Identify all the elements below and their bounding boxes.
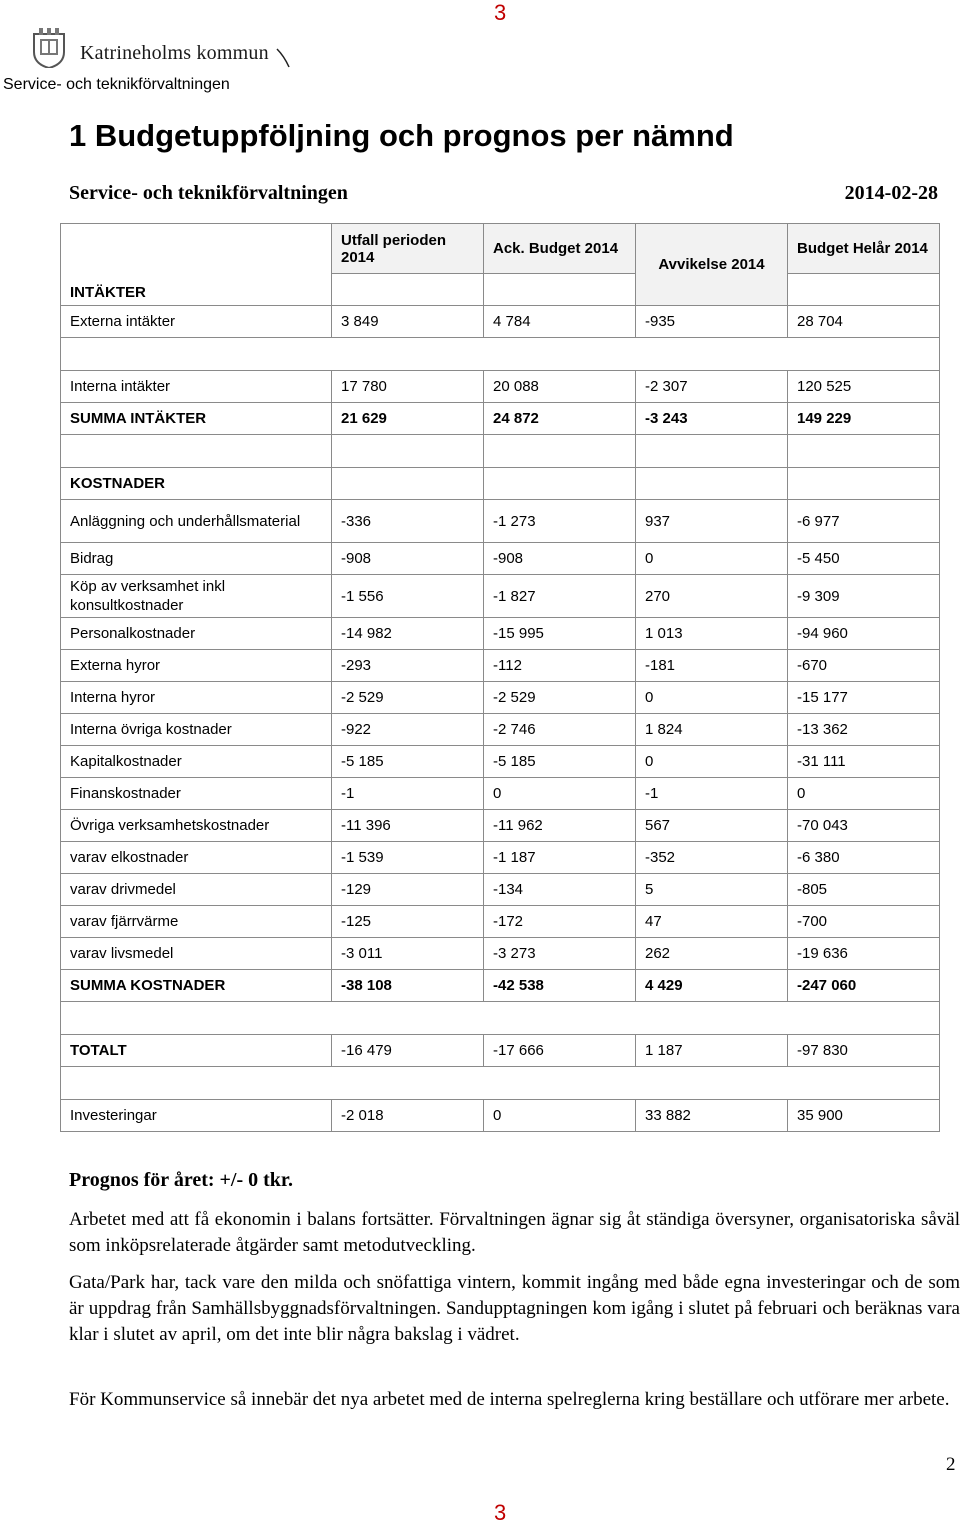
value-cell: 35 900 [788, 1100, 940, 1132]
value-cell: 0 [636, 682, 788, 714]
value-cell: -5 185 [332, 746, 484, 778]
empty-cell [61, 435, 332, 468]
table-row [61, 682, 940, 714]
row-label: Kapitalkostnader [61, 746, 332, 778]
row-label: Interna hyror [61, 682, 332, 714]
row-label: varav drivmedel [61, 874, 332, 906]
value-cell: -336 [332, 500, 484, 543]
section-label-income: INTÄKTER [61, 224, 332, 306]
value-cell: -38 108 [332, 970, 484, 1002]
document-date: 2014-02-28 [844, 182, 938, 204]
row-label: SUMMA KOSTNADER [61, 970, 332, 1002]
value-cell: -125 [332, 906, 484, 938]
value-cell: -3 011 [332, 938, 484, 970]
table-row [61, 938, 940, 970]
table-row [61, 543, 940, 575]
table-row [61, 500, 940, 543]
table-row [61, 371, 940, 403]
table-row [61, 306, 940, 338]
table-row [61, 714, 940, 746]
empty-cell [332, 468, 484, 500]
value-cell: -1 273 [484, 500, 636, 543]
value-cell: -247 060 [788, 970, 940, 1002]
value-cell: -11 962 [484, 810, 636, 842]
table-row [61, 575, 940, 618]
table-row [61, 650, 940, 682]
value-cell: -97 830 [788, 1035, 940, 1067]
value-cell: -2 018 [332, 1100, 484, 1132]
value-cell: -15 995 [484, 618, 636, 650]
value-cell: -2 529 [332, 682, 484, 714]
value-cell: -922 [332, 714, 484, 746]
value-cell: 20 088 [484, 371, 636, 403]
empty-cell [788, 468, 940, 500]
value-cell: -2 307 [636, 371, 788, 403]
value-cell: -9 309 [788, 575, 940, 618]
empty-cell [484, 468, 636, 500]
row-label: Personalkostnader [61, 618, 332, 650]
row-label: varav fjärrvärme [61, 906, 332, 938]
value-cell: -31 111 [788, 746, 940, 778]
value-cell: -6 380 [788, 842, 940, 874]
municipality-logo [4, 28, 294, 68]
forecast-paragraph: För Kommunservice så innebär det nya arbetet med de interna spelreglerna kring beställare och utförare mer arbete. [69, 1389, 950, 1410]
cost-total-row [61, 970, 940, 1002]
page-marker-top: 3 [494, 0, 507, 25]
empty-cell [61, 338, 940, 371]
row-label: Externa hyror [61, 650, 332, 682]
empty-cell [61, 1067, 940, 1100]
value-cell: -129 [332, 874, 484, 906]
value-cell: -5 450 [788, 543, 940, 575]
table-row [61, 778, 940, 810]
value-cell: 0 [636, 543, 788, 575]
table-row [61, 746, 940, 778]
value-cell: 270 [636, 575, 788, 618]
blank-row [61, 1067, 940, 1100]
empty-cell [788, 435, 940, 468]
budget-table [60, 223, 940, 1132]
value-cell: 149 229 [788, 403, 940, 435]
value-cell: 4 784 [484, 306, 636, 338]
value-cell: 17 780 [332, 371, 484, 403]
empty-cell [332, 435, 484, 468]
value-cell: 5 [636, 874, 788, 906]
row-label: Interna intäkter [61, 371, 332, 403]
empty-cell [332, 274, 484, 306]
value-cell: -11 396 [332, 810, 484, 842]
forecast-paragraph: Gata/Park har, tack vare den milda och snöfattiga vintern, kommit ingång med både egna investeringar och de som är uppdrag från Samhällsbyggnadsförvaltningen. Sandupptagningen kom igång i slutet på februari och beräknas vara klar i slutet av april, om det inte blir några bakslag i vädret. [69, 1272, 960, 1345]
value-cell: -172 [484, 906, 636, 938]
value-cell: 3 849 [332, 306, 484, 338]
row-label: Bidrag [61, 543, 332, 575]
logo-wordmark: Katrineholms kommun [80, 42, 269, 64]
empty-cell [636, 435, 788, 468]
row-label: Övriga verksamhetskostnader [61, 810, 332, 842]
value-cell: 1 824 [636, 714, 788, 746]
value-cell: -94 960 [788, 618, 940, 650]
value-cell: 262 [636, 938, 788, 970]
value-cell: -805 [788, 874, 940, 906]
value-cell: 0 [484, 778, 636, 810]
value-cell: 1 013 [636, 618, 788, 650]
row-label: SUMMA INTÄKTER [61, 403, 332, 435]
document-subtitle: Service- och teknikförvaltningen [69, 182, 348, 204]
value-cell: -352 [636, 842, 788, 874]
value-cell: 0 [788, 778, 940, 810]
value-cell: -935 [636, 306, 788, 338]
value-cell: -3 243 [636, 403, 788, 435]
value-cell: -14 982 [332, 618, 484, 650]
column-header: Budget Helår 2014 [788, 224, 940, 274]
value-cell: -3 273 [484, 938, 636, 970]
value-cell: -700 [788, 906, 940, 938]
value-cell: -13 362 [788, 714, 940, 746]
value-cell: 0 [636, 746, 788, 778]
empty-cell [61, 1002, 940, 1035]
table-row [61, 906, 940, 938]
row-label: Köp av verksamhet inkl konsultkostnader [61, 575, 332, 618]
value-cell: -70 043 [788, 810, 940, 842]
value-cell: -1 [332, 778, 484, 810]
value-cell: -2 529 [484, 682, 636, 714]
value-cell: -1 187 [484, 842, 636, 874]
section-label-costs: KOSTNADER [61, 468, 332, 500]
total-row [61, 1035, 940, 1067]
empty-cell [788, 274, 940, 306]
section-header-row [61, 468, 940, 500]
value-cell: -134 [484, 874, 636, 906]
value-cell: -670 [788, 650, 940, 682]
value-cell: 937 [636, 500, 788, 543]
row-label: Interna övriga kostnader [61, 714, 332, 746]
page-number: 2 [946, 1454, 956, 1475]
coat-of-arms-icon [32, 28, 66, 68]
table-header-row [61, 224, 940, 274]
value-cell: -19 636 [788, 938, 940, 970]
value-cell: -1 539 [332, 842, 484, 874]
row-label: Finanskostnader [61, 778, 332, 810]
value-cell: 21 629 [332, 403, 484, 435]
value-cell: -6 977 [788, 500, 940, 543]
forecast-paragraph: Arbetet med att få ekonomin i balans fortsätter. Förvaltningen ägnar sig åt ständiga översyner, organisatoriska såväl som inköpsrelaterade åtgärder samt metodutveckling. [69, 1209, 960, 1256]
row-label: Externa intäkter [61, 306, 332, 338]
logo-swoosh-icon [276, 48, 290, 68]
value-cell: -908 [484, 543, 636, 575]
forecast-heading: Prognos för året: +/- 0 tkr. [69, 1169, 293, 1191]
document-title: 1 Budgetuppföljning och prognos per nämnd [69, 118, 734, 153]
page-marker-bottom: 3 [494, 1500, 507, 1525]
value-cell: 1 187 [636, 1035, 788, 1067]
table-row [61, 842, 940, 874]
investments-row [61, 1100, 940, 1132]
value-cell: 47 [636, 906, 788, 938]
value-cell: -2 746 [484, 714, 636, 746]
value-cell: 33 882 [636, 1100, 788, 1132]
value-cell: 4 429 [636, 970, 788, 1002]
blank-row [61, 435, 940, 468]
column-header: Ack. Budget 2014 [484, 224, 636, 274]
row-label: varav livsmedel [61, 938, 332, 970]
value-cell: 0 [484, 1100, 636, 1132]
row-label: varav elkostnader [61, 842, 332, 874]
value-cell: -1 556 [332, 575, 484, 618]
value-cell: -42 538 [484, 970, 636, 1002]
column-header: Avvikelse 2014 [636, 224, 788, 306]
value-cell: -181 [636, 650, 788, 682]
value-cell: -1 [636, 778, 788, 810]
value-cell: -16 479 [332, 1035, 484, 1067]
value-cell: -15 177 [788, 682, 940, 714]
value-cell: -908 [332, 543, 484, 575]
empty-cell [484, 274, 636, 306]
value-cell: 28 704 [788, 306, 940, 338]
row-label: Anläggning och underhållsmaterial [61, 500, 332, 543]
value-cell: -112 [484, 650, 636, 682]
table-row [61, 874, 940, 906]
value-cell: -293 [332, 650, 484, 682]
income-total-row [61, 403, 940, 435]
value-cell: 24 872 [484, 403, 636, 435]
column-header: Utfall perioden 2014 [332, 224, 484, 274]
value-cell: -5 185 [484, 746, 636, 778]
value-cell: -17 666 [484, 1035, 636, 1067]
value-cell: 120 525 [788, 371, 940, 403]
table-row [61, 618, 940, 650]
empty-cell [484, 435, 636, 468]
value-cell: -1 827 [484, 575, 636, 618]
value-cell: 567 [636, 810, 788, 842]
blank-row [61, 338, 940, 371]
row-label: Investeringar [61, 1100, 332, 1132]
row-label: TOTALT [61, 1035, 332, 1067]
blank-row [61, 1002, 940, 1035]
empty-cell [636, 468, 788, 500]
table-row [61, 810, 940, 842]
department-header: Service- och teknikförvaltningen [3, 76, 230, 93]
